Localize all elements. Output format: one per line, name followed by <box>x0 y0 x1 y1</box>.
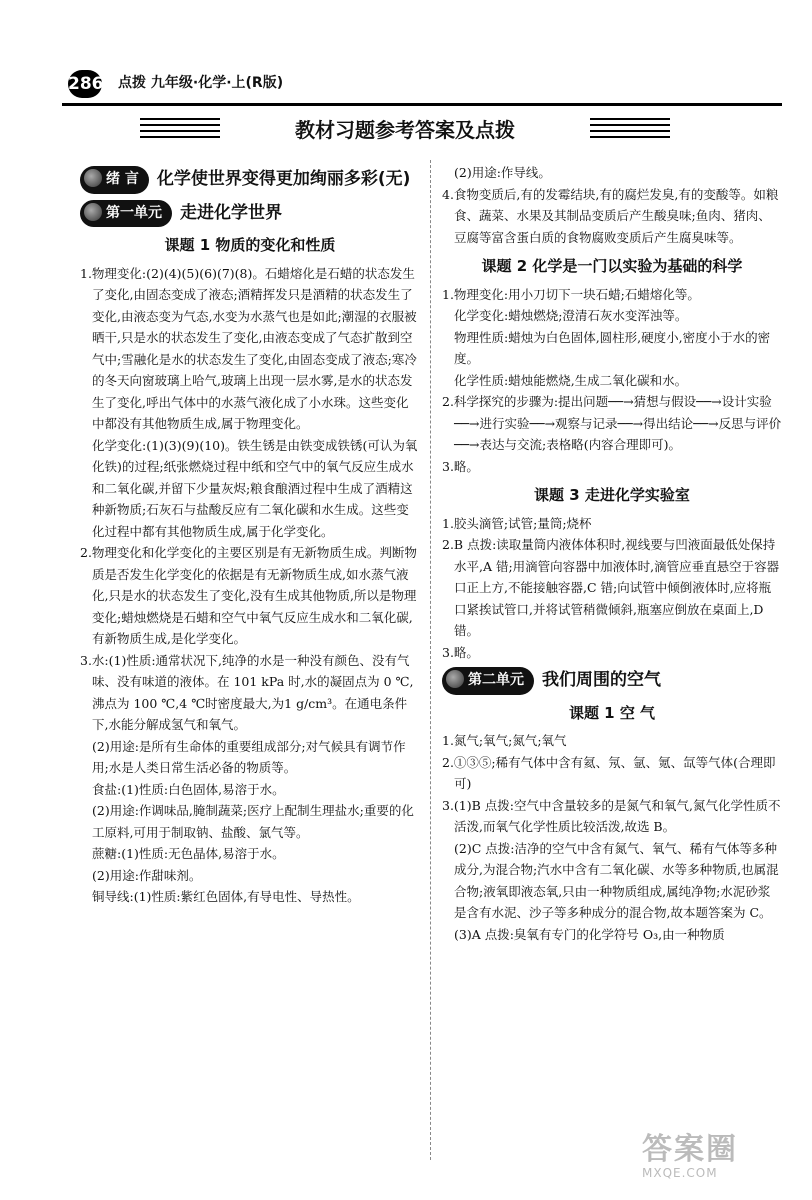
answer-paragraph: 化学性质:蜡烛能燃烧,生成二氧化碳和水。 <box>454 372 688 388</box>
answer-paragraph: 4.食物变质后,有的发霉结块,有的腐烂发臭,有的变酸等。如粮食、蔬菜、水果及其制品变质后产生酸臭味;鱼肉、猪肉、豆腐等富含蛋白质的食物腐败变质后产生腐臭味等。 <box>442 186 779 245</box>
intro-section-title <box>80 166 420 194</box>
watermark-logo-text: 答案圈 <box>642 1132 738 1167</box>
answer-paragraph: (2)用途:作调味品,腌制蔬菜;医疗上配制生理盐水;重要的化工原料,可用于制取钠、盐酸、氯气等。 <box>92 803 414 840</box>
lesson-title: 课题 3 走进化学实验室 <box>534 486 690 504</box>
page-header <box>62 62 782 102</box>
answer-paragraph: 3.(1)B 点拨:空气中含量较多的是氮气和氧气,氮气化学性质不活泼,而氧气化学性质比较活泼,故选 B。 <box>442 797 781 834</box>
unit2-section-title <box>442 667 782 695</box>
answer-paragraph: 2.①③⑤;稀有气体中含有氦、氖、氩、氪、氙等气体(合理即可) <box>442 754 776 791</box>
answer-paragraph: 食盐:(1)性质:白色固体,易溶于水。 <box>92 781 285 797</box>
right-column <box>442 162 782 945</box>
answer-paragraph: 化学变化:(1)(3)(9)(10)。铁生锈是由铁变成铁锈(可认为氧化铁)的过程;纸张燃烧过程中纸和空气中的氧气反应生成水和二氧化碳,并留下少量灰烬;粮食酿酒过程中生成了酒精这种新物质;石灰石与盐酸反应有二氧化碳和水生成。这些变化过程中都有其他物质生成,属于化学变化。 <box>92 437 418 539</box>
lesson-title: 课题 2 化学是一门以实验为基础的科学 <box>481 257 743 275</box>
column-divider <box>430 160 431 1160</box>
heading-decoration-right <box>590 118 670 142</box>
watermark-url: MXQE.COM <box>642 1166 718 1180</box>
intro-title: 化学使世界变得更加绚丽多彩(无) <box>156 169 411 189</box>
answer-paragraph: 物理性质:蜡烛为白色固体,圆柱形,硬度小,密度小于水的密度。 <box>454 329 771 366</box>
answer-paragraph: 3.略。 <box>442 644 479 660</box>
answer-paragraph: (2)C 点拨:洁净的空气中含有氮气、氧气、稀有气体等多种成分,为混合物;汽水中含有二氧化碳、水等多种物质,也属混合物;液氧即液态氧,只由一种物质组成,属纯净物;水泥砂浆是含有水泥、沙子等多种成分的混合物,故本题答案为 C。 <box>454 840 779 920</box>
header-rule <box>62 103 782 106</box>
answer-paragraph: 2.B 点拨:读取量筒内液体体积时,视线要与凹液面最低处保持水平,A 错;用滴管向容器中加液体时,滴管应垂直悬空于容器口正上方,不能接触容器,C 错;向试管中倾倒液体时,应将瓶口紧挨试管口,并将试管稍微倾斜,瓶塞应倒放在桌面上,D 错。 <box>442 537 780 638</box>
heading-decoration-left <box>140 118 220 142</box>
answer-paragraph: 3.水:(1)性质:通常状况下,纯净的水是一种没有颜色、没有气味、没有味道的液体。在 101 kPa 时,水的凝固点为 0 ℃,沸点为 100 ℃,4 ℃时密度最大,为1 g/cm³。在通电条件下,水能分解成氢气和氧气。 <box>80 652 414 732</box>
answer-paragraph: 1.胶头滴管;试管;量筒;烧杯 <box>442 515 592 531</box>
answer-paragraph: 1.物理变化:用小刀切下一块石蜡;石蜡熔化等。 <box>442 286 700 302</box>
lesson-title: 课题 1 物质的变化和性质 <box>164 236 336 254</box>
answer-paragraph: 1.物理变化:(2)(4)(5)(6)(7)(8)。石蜡熔化是石蜡的状态发生了变化,由固态变成了液态;酒精挥发只是酒精的状态发生了变化,由液态变为气态,水变为水蒸气也是如此;潮湿的衣服被晒干,只是水的状态发生了变化,由液态变成了气态扩散到空气中;雪融化是水的状态发生了变化,由固态变成了液态;寒冷的冬天向窗玻璃上哈气,玻璃上出现一层水雾,是水的状态发生了变化,呼出气体中的水蒸气液化成了小水珠。这些变化中都没有其他物质生成,属于物理变化。 <box>80 265 417 431</box>
unit1-badge: 第一单元 <box>80 200 172 228</box>
answer-paragraph: 蔗糖:(1)性质:无色晶体,易溶于水。 <box>92 846 285 861</box>
watermark <box>642 1134 792 1182</box>
answer-paragraph: 2.科学探究的步骤为:提出问题──→猜想与假设──→设计实验──→进行实验──→观察与记录──→得出结论──→反思与评价──→表达与交流;表格略(内容合理即可)。 <box>442 394 782 452</box>
page-number: 286 <box>68 70 102 98</box>
unit2-title: 我们周围的空气 <box>542 670 661 690</box>
answer-paragraph: (2)用途:作导线。 <box>454 165 551 180</box>
unit2-badge: 第二单元 <box>442 667 534 695</box>
unit1-section-title <box>80 200 420 228</box>
lesson-title: 课题 1 空 气 <box>568 703 656 722</box>
answer-paragraph: (2)用途:作甜味剂。 <box>92 867 202 883</box>
left-column <box>80 162 420 908</box>
intro-badge: 绪 言 <box>80 166 149 194</box>
answer-paragraph: 2.物理变化和化学变化的主要区别是有无新物质生成。判断物质是否发生化学变化的依据是有无新物质生成,如水蒸气液化,只是水的状态发生了变化,没有生成其他物质,所以是物理变化;蜡烛燃烧是石蜡和空气中氧气反应生成水和二氧化碳,有新物质生成,是化学变化。 <box>80 545 417 646</box>
answer-paragraph: (2)用途:是所有生命体的重要组成部分;对气候具有调节作用;水是人类日常生活必备的物质等。 <box>92 738 406 775</box>
answer-paragraph: (3)A 点拨:臭氧有专门的化学符号 O₃,由一种物质 <box>454 926 725 942</box>
book-title: 点拨 九年级·化学·上(R版) <box>118 75 284 91</box>
answer-paragraph: 1.氮气;氧气;氮气;氧气 <box>442 733 567 748</box>
answer-paragraph: 化学变化:蜡烛燃烧;澄清石灰水变浑浊等。 <box>454 308 688 323</box>
page-heading <box>230 112 580 148</box>
page-heading-text: 教材习题参考答案及点拨 <box>295 118 515 142</box>
unit1-title: 走进化学世界 <box>180 202 282 223</box>
answer-paragraph: 3.略。 <box>442 458 479 474</box>
answer-paragraph: 铜导线:(1)性质:紫红色固体,有导电性、导热性。 <box>92 889 360 904</box>
